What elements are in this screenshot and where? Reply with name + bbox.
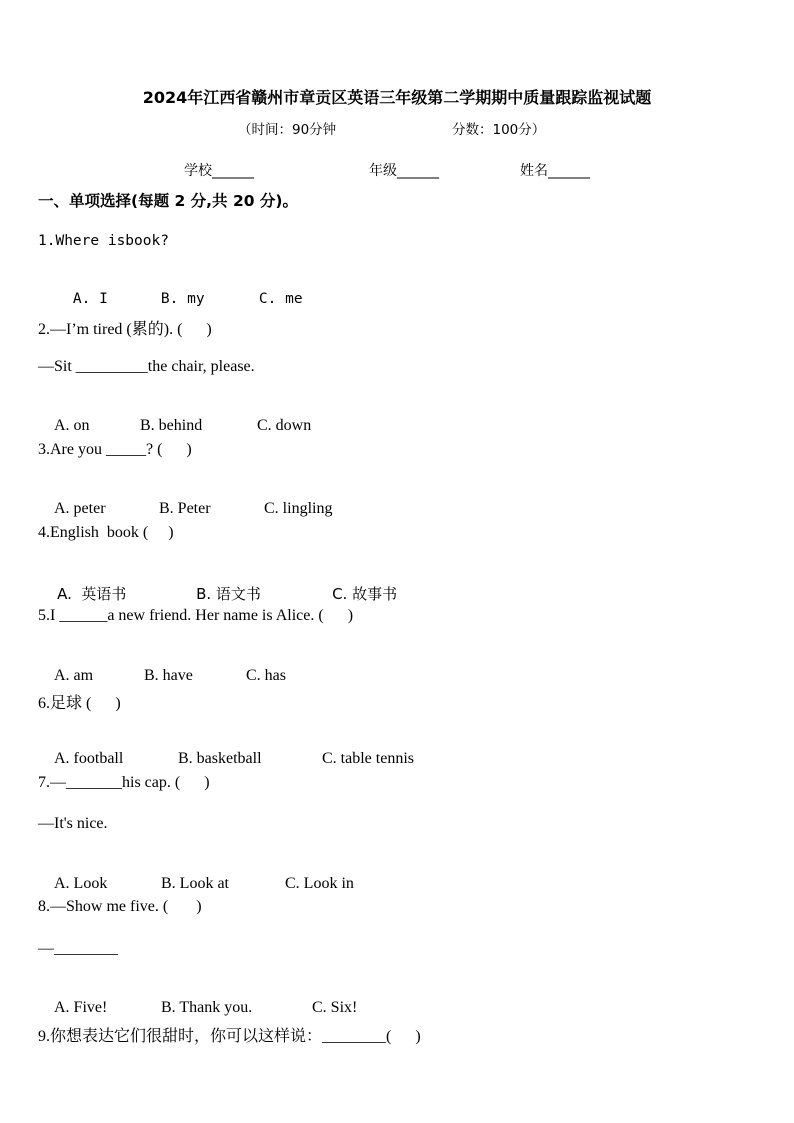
option-b: B. Look at bbox=[161, 875, 229, 892]
option-a: A. am bbox=[54, 667, 94, 684]
question-7-line2: —It's nice. bbox=[38, 815, 108, 832]
option-a: A. football bbox=[54, 750, 124, 767]
option-c: C. down bbox=[257, 417, 312, 434]
question-8-stem: 8.—Show me five. ( ) bbox=[38, 898, 202, 915]
question-3-stem: 3.Are you _____? ( ) bbox=[38, 441, 192, 458]
option-c: C. Look in bbox=[285, 875, 354, 892]
option-a: A. Look bbox=[54, 875, 108, 892]
option-b: B. behind bbox=[140, 417, 203, 434]
question-2-stem: 2.—I’m tired (累的). ( ) bbox=[38, 321, 212, 338]
exam-time: （时间：90分钟 bbox=[238, 122, 337, 138]
option-b: B. Thank you. bbox=[161, 999, 253, 1016]
option-b: B. Peter bbox=[159, 500, 211, 517]
option-a: A. I bbox=[72, 291, 108, 307]
option-c: C. lingling bbox=[264, 500, 333, 517]
exam-score: 分数：100分） bbox=[452, 122, 546, 138]
option-c: C. Six! bbox=[312, 999, 358, 1016]
question-7-stem: 7.—_______his cap. ( ) bbox=[38, 774, 210, 791]
option-a: A. 英语书 bbox=[57, 585, 127, 603]
option-a: A. peter bbox=[54, 500, 106, 517]
option-c: C. 故事书 bbox=[332, 585, 398, 603]
question-4-stem: 4.English book ( ) bbox=[38, 524, 174, 541]
option-b: B. 语文书 bbox=[196, 585, 261, 603]
question-5-stem: 5.I ______a new friend. Her name is Alice. ( ) bbox=[38, 607, 354, 624]
grade-field: 年级______ bbox=[369, 163, 439, 179]
option-c: C. has bbox=[246, 667, 286, 684]
question-6-stem: 6.足球 ( ) bbox=[38, 695, 121, 712]
option-b: B. basketball bbox=[178, 750, 262, 767]
option-b: B. my bbox=[160, 291, 205, 307]
name-field: 姓名______ bbox=[520, 163, 590, 179]
question-2-line2: —Sit _________the chair, please. bbox=[38, 358, 255, 375]
question-8-line2: —________ bbox=[38, 940, 118, 957]
option-b: B. have bbox=[144, 667, 193, 684]
page-title: 2024年江西省赣州市章贡区英语三年级第二学期期中质量跟踪监视试题 bbox=[142, 88, 652, 107]
question-9-stem: 9.你想表达它们很甜时，你可以这样说：________( ) bbox=[38, 1028, 421, 1045]
question-1-stem: 1.Where isbook? bbox=[38, 233, 169, 249]
option-a: A. on bbox=[54, 417, 90, 434]
option-c: C. table tennis bbox=[322, 750, 414, 767]
option-c: C. me bbox=[258, 291, 303, 307]
section-heading: 一、单项选择(每题 2 分,共 20 分)。 bbox=[38, 192, 298, 210]
option-a: A. Five! bbox=[54, 999, 108, 1016]
school-field: 学校______ bbox=[184, 163, 254, 179]
